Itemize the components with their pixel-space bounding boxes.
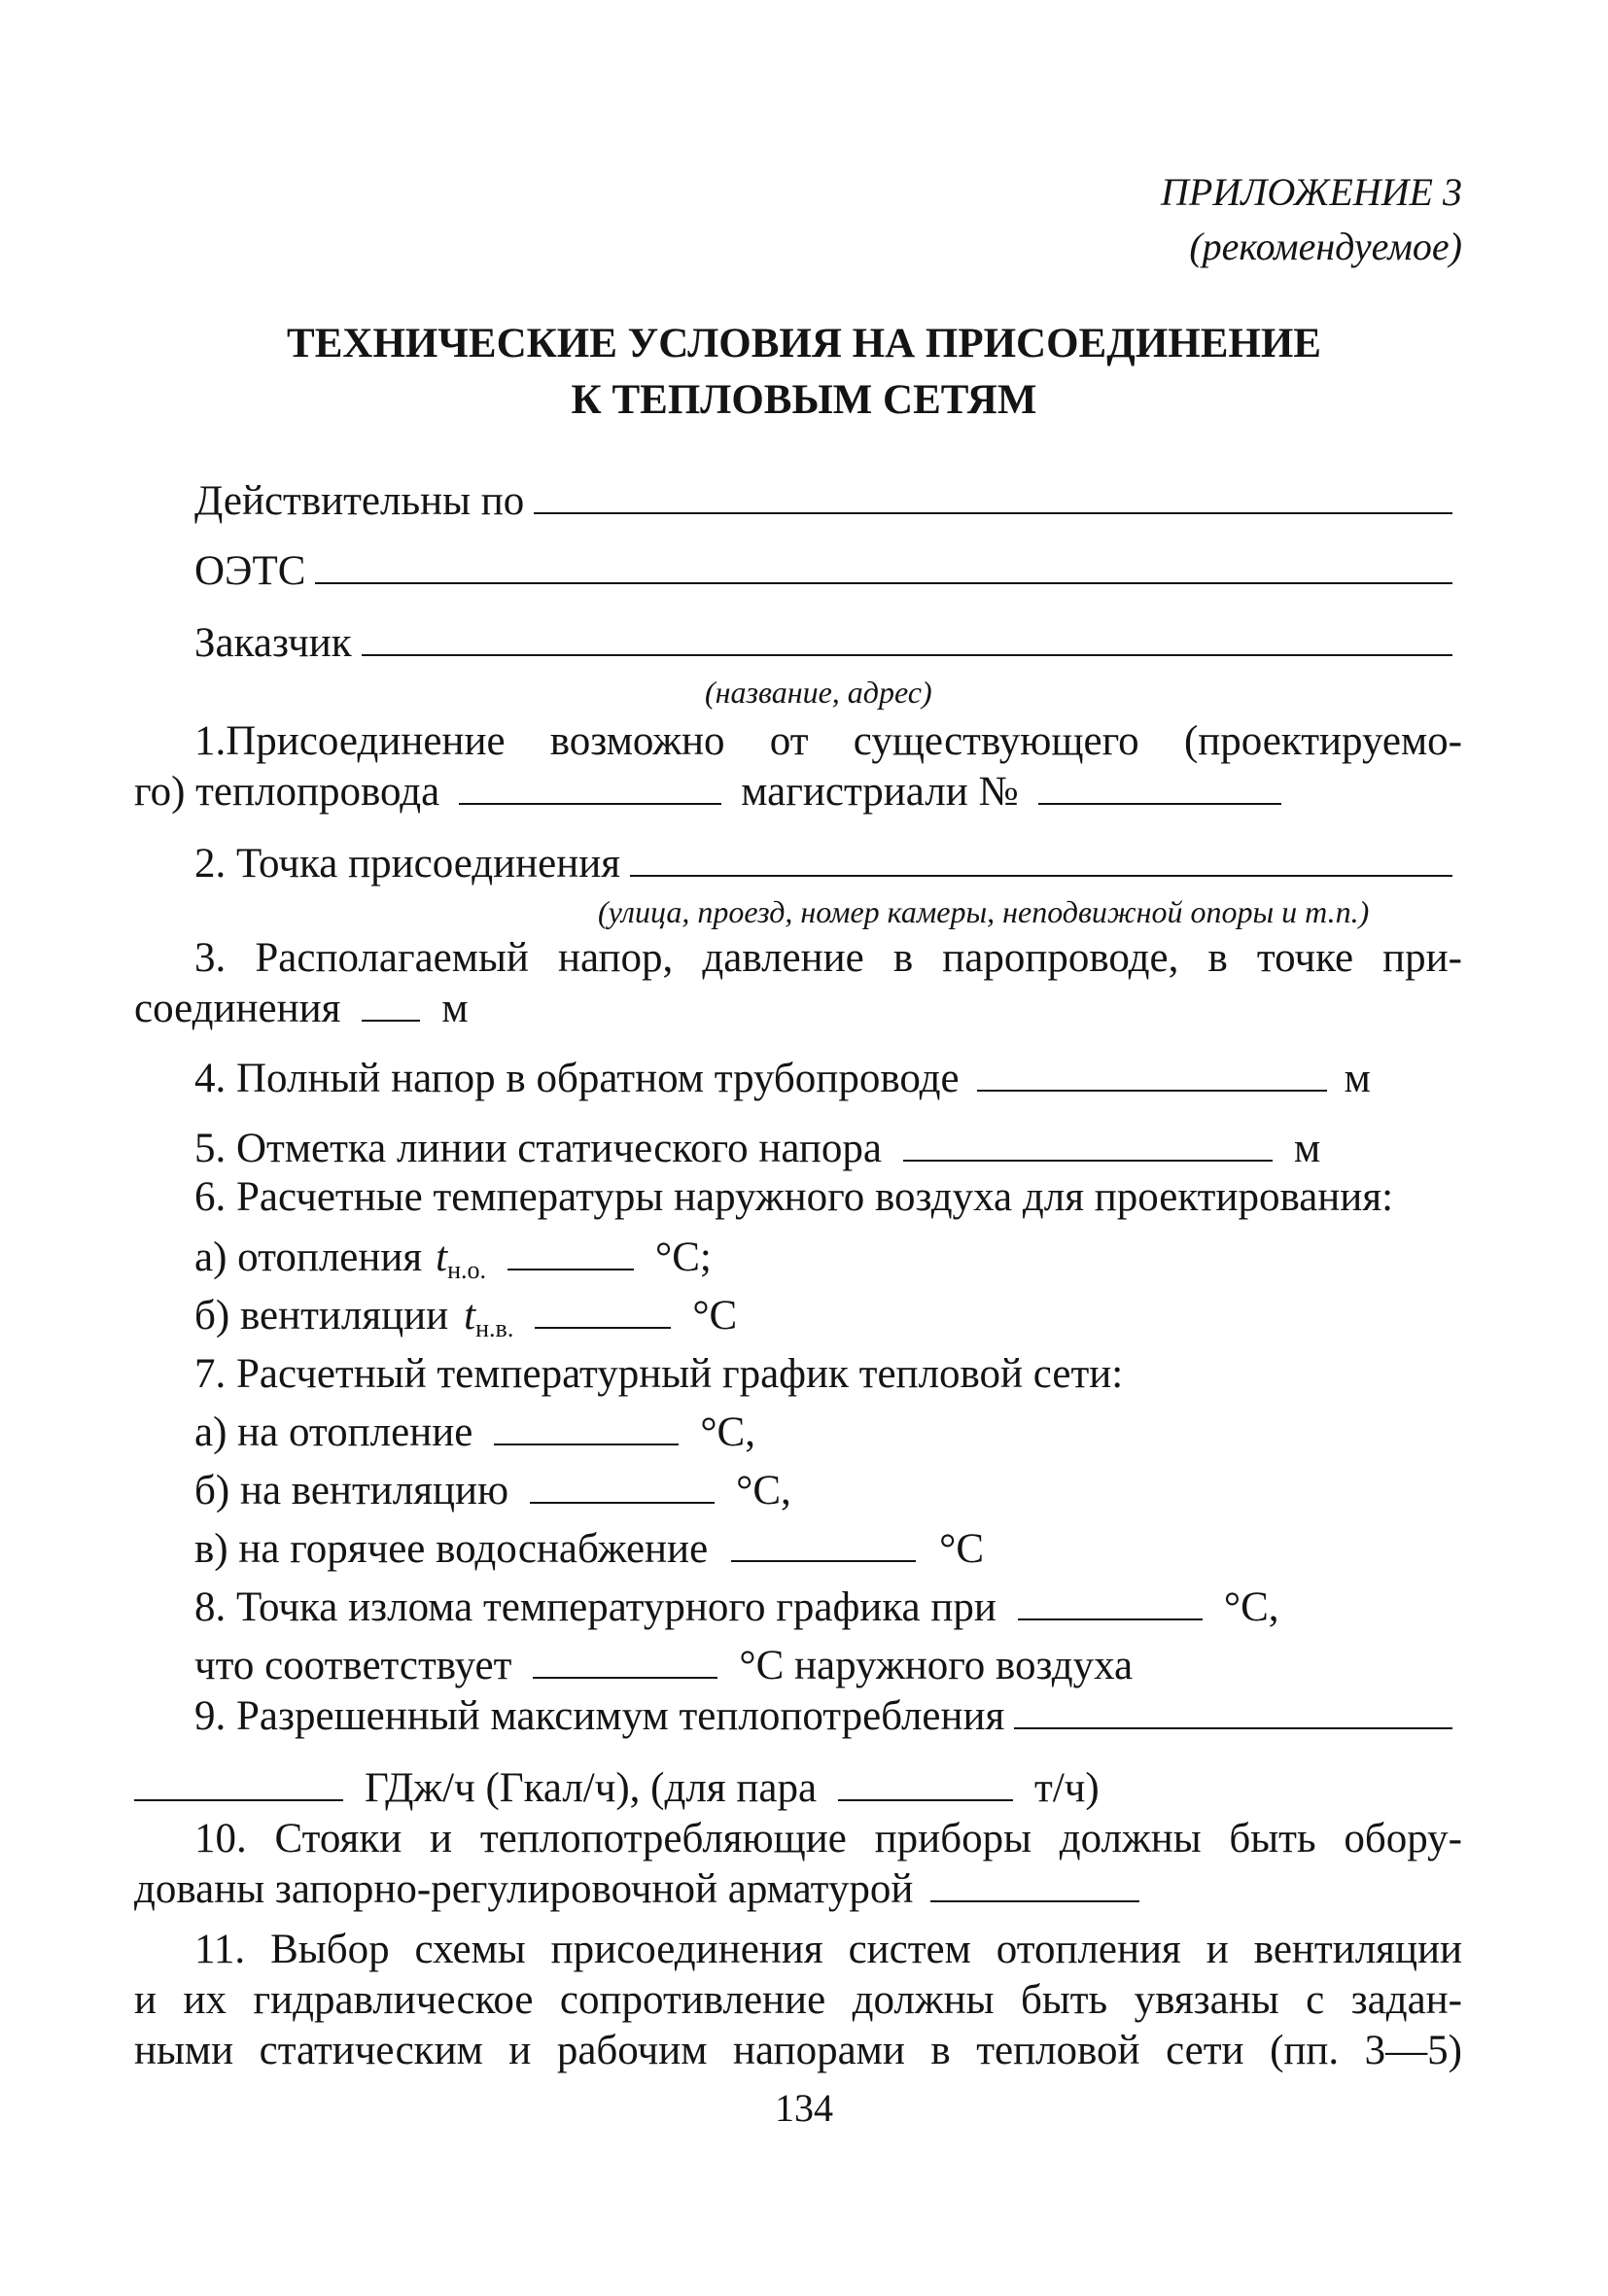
blank-line (930, 1867, 1139, 1902)
item-text: 5. Отметка линии статического напора (194, 1126, 882, 1171)
item-6a (194, 1231, 1462, 1298)
item-11-line-2: и их гидравлическое сопротивление должны быть увязаны с задан- (134, 1977, 1462, 2023)
unit-label: °С, (1223, 1584, 1279, 1630)
unit-label: °С, (736, 1468, 791, 1513)
appendix-label (1161, 165, 1462, 274)
item-text: 8. Точка излома температурного графика при (194, 1584, 996, 1630)
item-7a (194, 1406, 1462, 1460)
item-text: т/ч) (1034, 1765, 1100, 1811)
page-number: 134 (775, 2086, 833, 2130)
item-3-line-2 (134, 982, 1462, 1036)
blank-line (1014, 1694, 1452, 1729)
item-4 (194, 1052, 1462, 1106)
item-8-line-1 (194, 1581, 1462, 1635)
item-11-line-3: ными статическим и рабочим напорами в тепловой сети (пп. 3—5) (134, 2028, 1462, 2073)
blank-line (977, 1057, 1327, 1092)
item-text: 4. Полный напор в обратном трубопроводе (194, 1056, 960, 1101)
blank-line (362, 987, 420, 1022)
appendix-subtitle: (рекомендуемое) (1189, 225, 1462, 268)
heading-line-1: ТЕХНИЧЕСКИЕ УСЛОВИЯ НА ПРИСОЕДИНЕНИЕ (287, 321, 1321, 366)
blank-line (533, 1644, 717, 1679)
blank-line (731, 1527, 916, 1562)
item-text: б) на вентиляцию (194, 1468, 509, 1513)
field-customer (194, 616, 1462, 671)
item-text: б) вентиляции (194, 1293, 449, 1339)
temp-symbol: $t_{н.в.}$ (464, 1293, 514, 1342)
item-text: магистриали № (741, 769, 1019, 815)
blank-line (459, 770, 721, 805)
item-2 (194, 837, 1462, 891)
unit-label: °С; (655, 1235, 712, 1280)
temp-symbol: $t_{н.о.}$ (436, 1235, 487, 1284)
item-5 (194, 1122, 1462, 1176)
item-text: °С наружного воздуха (739, 1643, 1134, 1688)
field-label: Действительны по (194, 478, 525, 524)
blank-line (507, 1235, 634, 1270)
item-text: ГДж/ч (Гкал/ч), (для пара (365, 1765, 818, 1811)
blank-line (534, 479, 1452, 514)
blank-line (134, 1766, 343, 1801)
appendix-title: ПРИЛОЖЕНИЕ 3 (1161, 170, 1462, 214)
heading-line-2: К ТЕПЛОВЫМ СЕТЯМ (571, 377, 1037, 423)
item-7b (194, 1464, 1462, 1518)
item-7: 7. Расчетный температурный график тепловой сети: (194, 1351, 1124, 1397)
blank-line (1018, 1585, 1203, 1620)
item-9-line-2 (134, 1761, 1462, 1816)
item-6b (194, 1289, 1462, 1356)
field-label: Заказчик (194, 620, 352, 666)
item-8-line-2 (194, 1639, 1462, 1693)
item-1-line-2 (134, 765, 1462, 819)
unit-label: °С (939, 1526, 985, 1572)
item-text: что соответствует (194, 1643, 512, 1688)
item-11-line-1: 11. Выбор схемы присоединения систем отопления и вентиляции (194, 1927, 1462, 1972)
item-10-line-1: 10. Стояки и теплопотребляющие приборы должны быть обору- (194, 1816, 1462, 1861)
field-valid-until (194, 474, 1462, 529)
item-9-line-1 (194, 1689, 1462, 1744)
item-text: го) теплопровода (134, 769, 440, 815)
unit-label: м (1344, 1056, 1371, 1101)
item-text: а) отопления (194, 1235, 423, 1280)
item-3-line-1: 3. Располагаемый напор, давление в паропроводе, в точке при- (194, 935, 1462, 981)
blank-line (838, 1766, 1013, 1801)
document-heading (0, 316, 1608, 429)
unit-label: °С (692, 1293, 738, 1339)
unit-label: °С, (700, 1409, 755, 1455)
field-label: ОЭТС (194, 548, 306, 594)
blank-line (494, 1410, 679, 1445)
blank-line (535, 1294, 671, 1329)
item-text: 2. Точка присоединения (194, 841, 621, 887)
item-text: дованы запорно-регулировочной арматурой (134, 1866, 914, 1912)
field-oets (194, 544, 1462, 599)
item-text: соединения (134, 986, 341, 1031)
blank-line (315, 549, 1452, 584)
item-2-hint: (улица, проезд, номер камеры, неподвижной опоры и т.п.) (598, 894, 1370, 929)
item-text: в) на горячее водоснабжение (194, 1526, 709, 1572)
blank-line (630, 842, 1452, 877)
item-7c (194, 1522, 1462, 1577)
unit-label: м (441, 986, 469, 1031)
item-text: 9. Разрешенный максимум теплопотребления (194, 1693, 1005, 1739)
item-6: 6. Расчетные температуры наружного воздуха для проектирования: (194, 1174, 1394, 1220)
item-text: а) на отопление (194, 1409, 473, 1455)
customer-hint: (название, адрес) (705, 675, 932, 710)
blank-line (903, 1127, 1273, 1162)
item-1-line-1: 1.Присоединение возможно от существующего (проектируемо- (194, 718, 1462, 764)
blank-line (362, 621, 1452, 656)
blank-line (1038, 770, 1281, 805)
blank-line (530, 1469, 715, 1504)
item-10-line-2 (134, 1862, 1462, 1917)
unit-label: м (1293, 1126, 1321, 1171)
